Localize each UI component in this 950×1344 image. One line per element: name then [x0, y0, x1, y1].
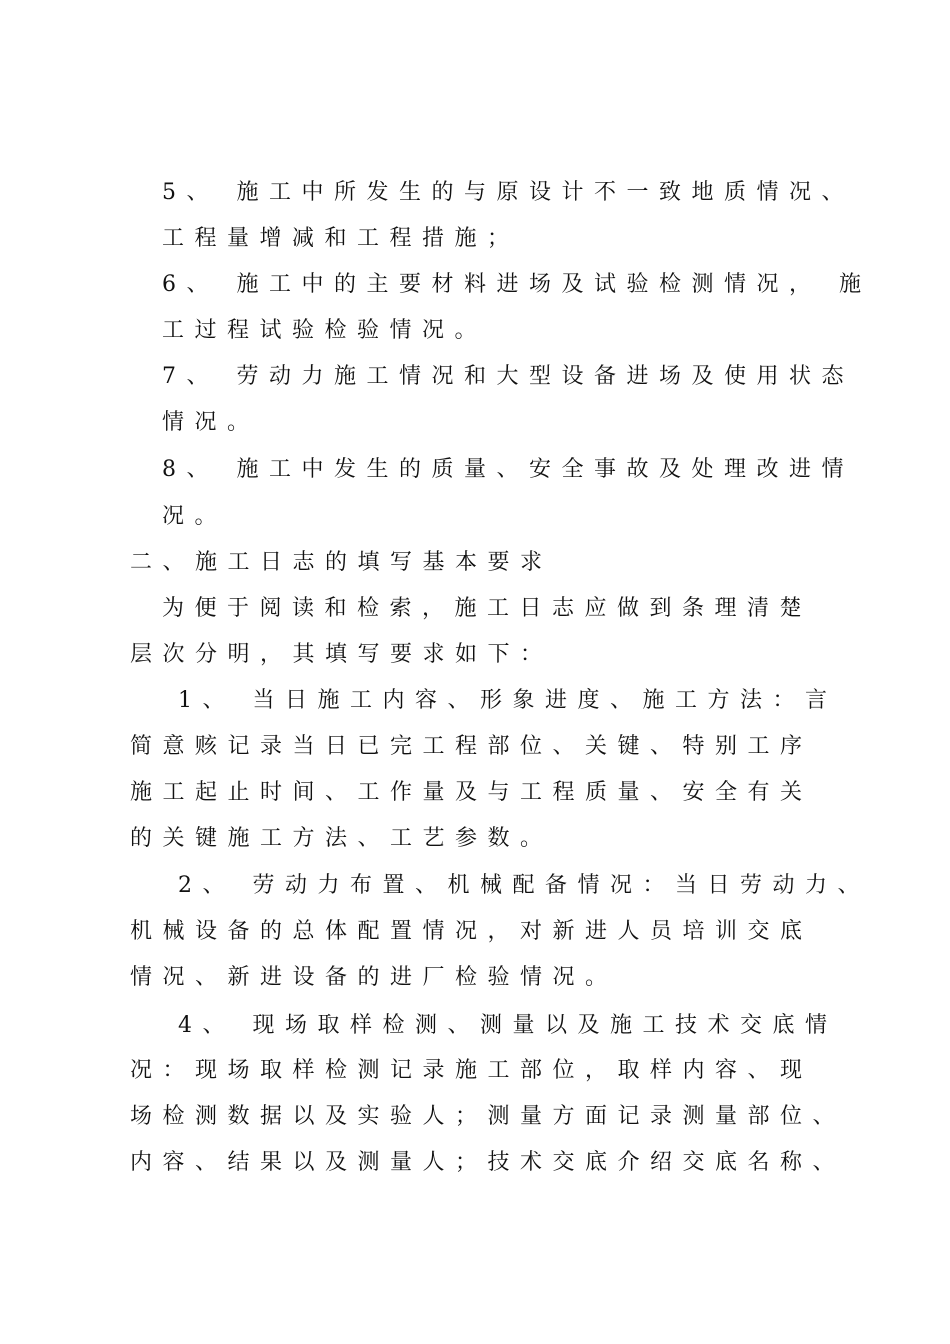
text-line: 2、 劳动力布置、机械配备情况：当日劳动力、 [178, 873, 870, 898]
text-line: 工过程试验检验情况。 [162, 318, 488, 343]
text-line: 8、 施工中发生的质量、安全事故及处理改进情 [162, 457, 854, 482]
text-line: 机械设备的总体配置情况，对新进人员培训交底 [130, 919, 813, 944]
text-line: 况：现场取样检测记录施工部位，取样内容、现 [130, 1058, 813, 1083]
text-line: 7、 劳动力施工情况和大型设备进场及使用状态 [162, 364, 854, 389]
section-heading: 二、施工日志的填写基本要求 [130, 550, 553, 575]
text-line: 情况、新进设备的进厂检验情况。 [130, 965, 618, 990]
text-line: 为便于阅读和检索，施工日志应做到条理清楚 [162, 596, 813, 621]
text-line: 4、 现场取样检测、测量以及施工技术交底情 [178, 1013, 838, 1038]
text-line: 情况。 [162, 410, 260, 435]
text-line: 施工起止时间、工作量及与工程质量、安全有关 [130, 780, 813, 805]
text-line: 场检测数据以及实验人；测量方面记录测量部位、 [130, 1104, 846, 1129]
text-line: 6、 施工中的主要材料进场及试验检测情况， 施 [162, 272, 872, 297]
text-line: 5、 施工中所发生的与原设计不一致地质情况、 [162, 180, 854, 205]
text-line: 内容、结果以及测量人；技术交底介绍交底名称、 [130, 1150, 846, 1175]
text-line: 简意赅记录当日已完工程部位、关键、特别工序 [130, 734, 813, 759]
text-line: 的关键施工方法、工艺参数。 [130, 826, 553, 851]
text-line: 工程量增减和工程措施； [162, 226, 520, 251]
text-line: 层次分明，其填写要求如下： [130, 642, 553, 667]
text-line: 1、 当日施工内容、形象进度、施工方法：言 [178, 688, 838, 713]
text-line: 况。 [162, 504, 228, 529]
